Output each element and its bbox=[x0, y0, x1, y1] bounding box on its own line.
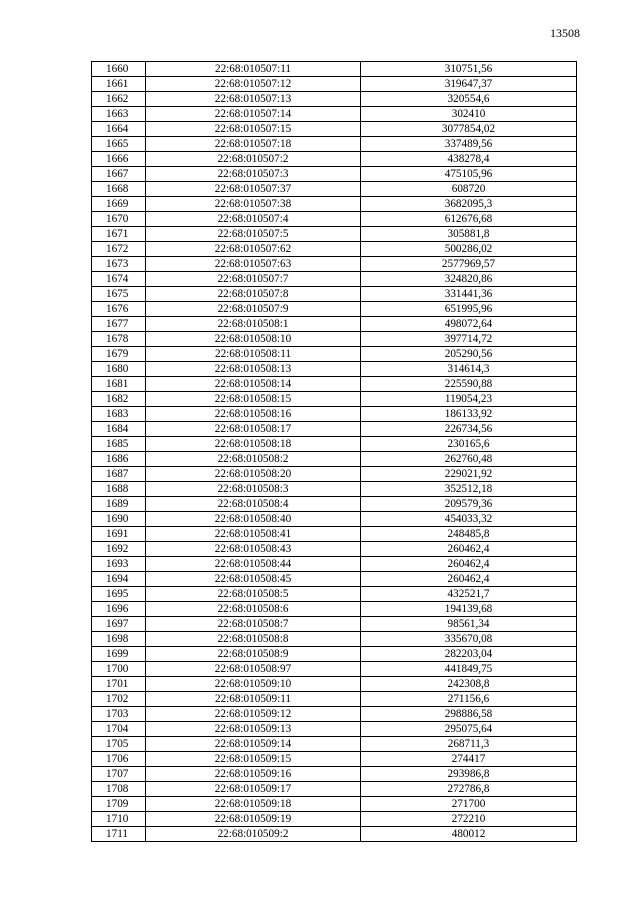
row-number-cell: 1661 bbox=[92, 77, 146, 92]
cadastral-number-cell: 22:68:010508:3 bbox=[146, 482, 361, 497]
row-number-cell: 1698 bbox=[92, 632, 146, 647]
row-number-cell: 1706 bbox=[92, 752, 146, 767]
cadastral-number-cell: 22:68:010508:2 bbox=[146, 452, 361, 467]
cadastral-value-cell: 226734,56 bbox=[361, 422, 577, 437]
cadastral-value-cell: 612676,68 bbox=[361, 212, 577, 227]
row-number-cell: 1695 bbox=[92, 587, 146, 602]
table-row bbox=[92, 422, 577, 437]
cadastral-number-cell: 22:68:010507:11 bbox=[146, 62, 361, 77]
cadastral-value-cell: 480012 bbox=[361, 827, 577, 842]
row-number-cell: 1670 bbox=[92, 212, 146, 227]
table-row bbox=[92, 542, 577, 557]
row-number-cell: 1684 bbox=[92, 422, 146, 437]
cadastral-number-cell: 22:68:010509:19 bbox=[146, 812, 361, 827]
cadastral-number-cell: 22:68:010507:15 bbox=[146, 122, 361, 137]
cadastral-value-cell: 194139,68 bbox=[361, 602, 577, 617]
row-number-cell: 1675 bbox=[92, 287, 146, 302]
row-number-cell: 1696 bbox=[92, 602, 146, 617]
cadastral-number-cell: 22:68:010508:5 bbox=[146, 587, 361, 602]
row-number-cell: 1678 bbox=[92, 332, 146, 347]
cadastral-value-cell: 651995,96 bbox=[361, 302, 577, 317]
cadastral-value-cell: 271700 bbox=[361, 797, 577, 812]
table-body bbox=[92, 62, 577, 842]
cadastral-number-cell: 22:68:010509:2 bbox=[146, 827, 361, 842]
table-row bbox=[92, 92, 577, 107]
cadastral-number-cell: 22:68:010509:15 bbox=[146, 752, 361, 767]
cadastral-value-cell: 119054,23 bbox=[361, 392, 577, 407]
cadastral-number-cell: 22:68:010507:2 bbox=[146, 152, 361, 167]
cadastral-number-cell: 22:68:010507:13 bbox=[146, 92, 361, 107]
cadastral-value-cell: 272786,8 bbox=[361, 782, 577, 797]
table-row bbox=[92, 272, 577, 287]
table-row bbox=[92, 332, 577, 347]
row-number-cell: 1702 bbox=[92, 692, 146, 707]
cadastral-number-cell: 22:68:010508:15 bbox=[146, 392, 361, 407]
row-number-cell: 1673 bbox=[92, 257, 146, 272]
cadastral-number-cell: 22:68:010509:13 bbox=[146, 722, 361, 737]
cadastral-value-cell: 2577969,57 bbox=[361, 257, 577, 272]
cadastral-number-cell: 22:68:010509:18 bbox=[146, 797, 361, 812]
table-row bbox=[92, 62, 577, 77]
cadastral-number-cell: 22:68:010508:40 bbox=[146, 512, 361, 527]
table-row bbox=[92, 617, 577, 632]
cadastral-value-cell: 335670,08 bbox=[361, 632, 577, 647]
cadastral-value-cell: 320554,6 bbox=[361, 92, 577, 107]
table-row bbox=[92, 347, 577, 362]
row-number-cell: 1709 bbox=[92, 797, 146, 812]
cadastral-number-cell: 22:68:010508:7 bbox=[146, 617, 361, 632]
table-row bbox=[92, 767, 577, 782]
cadastral-number-cell: 22:68:010509:17 bbox=[146, 782, 361, 797]
table-row bbox=[92, 602, 577, 617]
table-row bbox=[92, 677, 577, 692]
cadastral-value-cell: 454033,32 bbox=[361, 512, 577, 527]
table-row bbox=[92, 662, 577, 677]
cadastral-value-cell: 98561,34 bbox=[361, 617, 577, 632]
row-number-cell: 1667 bbox=[92, 167, 146, 182]
cadastral-value-cell: 3682095,3 bbox=[361, 197, 577, 212]
row-number-cell: 1692 bbox=[92, 542, 146, 557]
cadastral-value-table bbox=[91, 61, 577, 842]
cadastral-number-cell: 22:68:010507:5 bbox=[146, 227, 361, 242]
cadastral-number-cell: 22:68:010508:1 bbox=[146, 317, 361, 332]
cadastral-value-cell: 432521,7 bbox=[361, 587, 577, 602]
table-row bbox=[92, 377, 577, 392]
cadastral-value-cell: 352512,18 bbox=[361, 482, 577, 497]
row-number-cell: 1699 bbox=[92, 647, 146, 662]
cadastral-value-cell: 260462,4 bbox=[361, 542, 577, 557]
cadastral-value-cell: 272210 bbox=[361, 812, 577, 827]
cadastral-number-cell: 22:68:010507:14 bbox=[146, 107, 361, 122]
cadastral-value-cell: 441849,75 bbox=[361, 662, 577, 677]
row-number-cell: 1663 bbox=[92, 107, 146, 122]
table-row bbox=[92, 197, 577, 212]
cadastral-value-cell: 475105,96 bbox=[361, 167, 577, 182]
cadastral-value-cell: 314614,3 bbox=[361, 362, 577, 377]
cadastral-number-cell: 22:68:010508:43 bbox=[146, 542, 361, 557]
table-row bbox=[92, 317, 577, 332]
table-row bbox=[92, 797, 577, 812]
cadastral-number-cell: 22:68:010507:62 bbox=[146, 242, 361, 257]
table-row bbox=[92, 407, 577, 422]
table-row bbox=[92, 482, 577, 497]
cadastral-value-cell: 282203,04 bbox=[361, 647, 577, 662]
row-number-cell: 1688 bbox=[92, 482, 146, 497]
cadastral-number-cell: 22:68:010508:13 bbox=[146, 362, 361, 377]
cadastral-value-cell: 230165,6 bbox=[361, 437, 577, 452]
cadastral-value-cell: 608720 bbox=[361, 182, 577, 197]
table-row bbox=[92, 227, 577, 242]
row-number-cell: 1666 bbox=[92, 152, 146, 167]
cadastral-value-cell: 319647,37 bbox=[361, 77, 577, 92]
row-number-cell: 1690 bbox=[92, 512, 146, 527]
table-row bbox=[92, 722, 577, 737]
cadastral-value-cell: 324820,86 bbox=[361, 272, 577, 287]
table-row bbox=[92, 107, 577, 122]
row-number-cell: 1705 bbox=[92, 737, 146, 752]
cadastral-value-cell: 438278,4 bbox=[361, 152, 577, 167]
row-number-cell: 1687 bbox=[92, 467, 146, 482]
cadastral-number-cell: 22:68:010508:18 bbox=[146, 437, 361, 452]
row-number-cell: 1708 bbox=[92, 782, 146, 797]
cadastral-value-cell: 271156,6 bbox=[361, 692, 577, 707]
row-number-cell: 1677 bbox=[92, 317, 146, 332]
cadastral-value-cell: 3077854,02 bbox=[361, 122, 577, 137]
row-number-cell: 1679 bbox=[92, 347, 146, 362]
cadastral-number-cell: 22:68:010508:41 bbox=[146, 527, 361, 542]
cadastral-number-cell: 22:68:010507:7 bbox=[146, 272, 361, 287]
row-number-cell: 1693 bbox=[92, 557, 146, 572]
table-row bbox=[92, 257, 577, 272]
table-row bbox=[92, 467, 577, 482]
row-number-cell: 1697 bbox=[92, 617, 146, 632]
table-row bbox=[92, 497, 577, 512]
cadastral-number-cell: 22:68:010507:38 bbox=[146, 197, 361, 212]
row-number-cell: 1671 bbox=[92, 227, 146, 242]
cadastral-value-cell: 310751,56 bbox=[361, 62, 577, 77]
cadastral-value-cell: 337489,56 bbox=[361, 137, 577, 152]
table-row bbox=[92, 287, 577, 302]
cadastral-number-cell: 22:68:010508:9 bbox=[146, 647, 361, 662]
table-row bbox=[92, 587, 577, 602]
cadastral-value-cell: 305881,8 bbox=[361, 227, 577, 242]
row-number-cell: 1676 bbox=[92, 302, 146, 317]
table-row bbox=[92, 812, 577, 827]
page-number: 13508 bbox=[550, 26, 580, 40]
table-row bbox=[92, 707, 577, 722]
row-number-cell: 1682 bbox=[92, 392, 146, 407]
cadastral-value-cell: 262760,48 bbox=[361, 452, 577, 467]
table-row bbox=[92, 392, 577, 407]
cadastral-number-cell: 22:68:010508:4 bbox=[146, 497, 361, 512]
row-number-cell: 1660 bbox=[92, 62, 146, 77]
table-row bbox=[92, 752, 577, 767]
cadastral-number-cell: 22:68:010508:45 bbox=[146, 572, 361, 587]
table-row bbox=[92, 632, 577, 647]
cadastral-number-cell: 22:68:010509:10 bbox=[146, 677, 361, 692]
row-number-cell: 1710 bbox=[92, 812, 146, 827]
table-row bbox=[92, 527, 577, 542]
row-number-cell: 1665 bbox=[92, 137, 146, 152]
cadastral-value-cell: 397714,72 bbox=[361, 332, 577, 347]
table-row bbox=[92, 302, 577, 317]
cadastral-value-cell: 293986,8 bbox=[361, 767, 577, 782]
table-row bbox=[92, 692, 577, 707]
cadastral-value-cell: 274417 bbox=[361, 752, 577, 767]
cadastral-value-cell: 298886,58 bbox=[361, 707, 577, 722]
row-number-cell: 1685 bbox=[92, 437, 146, 452]
row-number-cell: 1703 bbox=[92, 707, 146, 722]
cadastral-number-cell: 22:68:010508:14 bbox=[146, 377, 361, 392]
table-row bbox=[92, 557, 577, 572]
row-number-cell: 1711 bbox=[92, 827, 146, 842]
row-number-cell: 1691 bbox=[92, 527, 146, 542]
row-number-cell: 1664 bbox=[92, 122, 146, 137]
cadastral-number-cell: 22:68:010507:3 bbox=[146, 167, 361, 182]
cadastral-number-cell: 22:68:010508:6 bbox=[146, 602, 361, 617]
cadastral-number-cell: 22:68:010508:10 bbox=[146, 332, 361, 347]
table-row bbox=[92, 827, 577, 842]
cadastral-number-cell: 22:68:010508:97 bbox=[146, 662, 361, 677]
cadastral-number-cell: 22:68:010509:14 bbox=[146, 737, 361, 752]
cadastral-value-cell: 248485,8 bbox=[361, 527, 577, 542]
table-row bbox=[92, 737, 577, 752]
cadastral-value-cell: 500286,02 bbox=[361, 242, 577, 257]
row-number-cell: 1668 bbox=[92, 182, 146, 197]
cadastral-number-cell: 22:68:010507:9 bbox=[146, 302, 361, 317]
cadastral-number-cell: 22:68:010507:8 bbox=[146, 287, 361, 302]
cadastral-value-cell: 260462,4 bbox=[361, 572, 577, 587]
cadastral-number-cell: 22:68:010509:11 bbox=[146, 692, 361, 707]
cadastral-number-cell: 22:68:010508:44 bbox=[146, 557, 361, 572]
cadastral-value-cell: 331441,36 bbox=[361, 287, 577, 302]
cadastral-value-cell: 229021,92 bbox=[361, 467, 577, 482]
cadastral-number-cell: 22:68:010507:37 bbox=[146, 182, 361, 197]
cadastral-number-cell: 22:68:010509:16 bbox=[146, 767, 361, 782]
cadastral-number-cell: 22:68:010509:12 bbox=[146, 707, 361, 722]
table-row bbox=[92, 242, 577, 257]
cadastral-number-cell: 22:68:010507:18 bbox=[146, 137, 361, 152]
row-number-cell: 1700 bbox=[92, 662, 146, 677]
row-number-cell: 1689 bbox=[92, 497, 146, 512]
cadastral-number-cell: 22:68:010508:17 bbox=[146, 422, 361, 437]
row-number-cell: 1694 bbox=[92, 572, 146, 587]
table-row bbox=[92, 437, 577, 452]
cadastral-number-cell: 22:68:010508:11 bbox=[146, 347, 361, 362]
cadastral-number-cell: 22:68:010507:12 bbox=[146, 77, 361, 92]
row-number-cell: 1674 bbox=[92, 272, 146, 287]
table-row bbox=[92, 152, 577, 167]
row-number-cell: 1686 bbox=[92, 452, 146, 467]
table-row bbox=[92, 77, 577, 92]
cadastral-number-cell: 22:68:010507:63 bbox=[146, 257, 361, 272]
table-row bbox=[92, 362, 577, 377]
row-number-cell: 1707 bbox=[92, 767, 146, 782]
cadastral-value-cell: 209579,36 bbox=[361, 497, 577, 512]
cadastral-value-cell: 242308,8 bbox=[361, 677, 577, 692]
table-row bbox=[92, 452, 577, 467]
row-number-cell: 1683 bbox=[92, 407, 146, 422]
cadastral-value-cell: 260462,4 bbox=[361, 557, 577, 572]
cadastral-value-cell: 295075,64 bbox=[361, 722, 577, 737]
cadastral-number-cell: 22:68:010508:20 bbox=[146, 467, 361, 482]
table-row bbox=[92, 512, 577, 527]
cadastral-value-cell: 302410 bbox=[361, 107, 577, 122]
row-number-cell: 1672 bbox=[92, 242, 146, 257]
cadastral-value-cell: 498072,64 bbox=[361, 317, 577, 332]
cadastral-value-cell: 205290,56 bbox=[361, 347, 577, 362]
table-row bbox=[92, 572, 577, 587]
table-row bbox=[92, 647, 577, 662]
row-number-cell: 1681 bbox=[92, 377, 146, 392]
table-row bbox=[92, 782, 577, 797]
cadastral-number-cell: 22:68:010508:8 bbox=[146, 632, 361, 647]
row-number-cell: 1662 bbox=[92, 92, 146, 107]
row-number-cell: 1680 bbox=[92, 362, 146, 377]
cadastral-number-cell: 22:68:010508:16 bbox=[146, 407, 361, 422]
cadastral-number-cell: 22:68:010507:4 bbox=[146, 212, 361, 227]
cadastral-value-cell: 225590,88 bbox=[361, 377, 577, 392]
table-row bbox=[92, 182, 577, 197]
table-row bbox=[92, 212, 577, 227]
cadastral-value-cell: 186133,92 bbox=[361, 407, 577, 422]
table-row bbox=[92, 122, 577, 137]
row-number-cell: 1701 bbox=[92, 677, 146, 692]
row-number-cell: 1704 bbox=[92, 722, 146, 737]
table-row bbox=[92, 167, 577, 182]
table-row bbox=[92, 137, 577, 152]
row-number-cell: 1669 bbox=[92, 197, 146, 212]
cadastral-value-cell: 268711,3 bbox=[361, 737, 577, 752]
